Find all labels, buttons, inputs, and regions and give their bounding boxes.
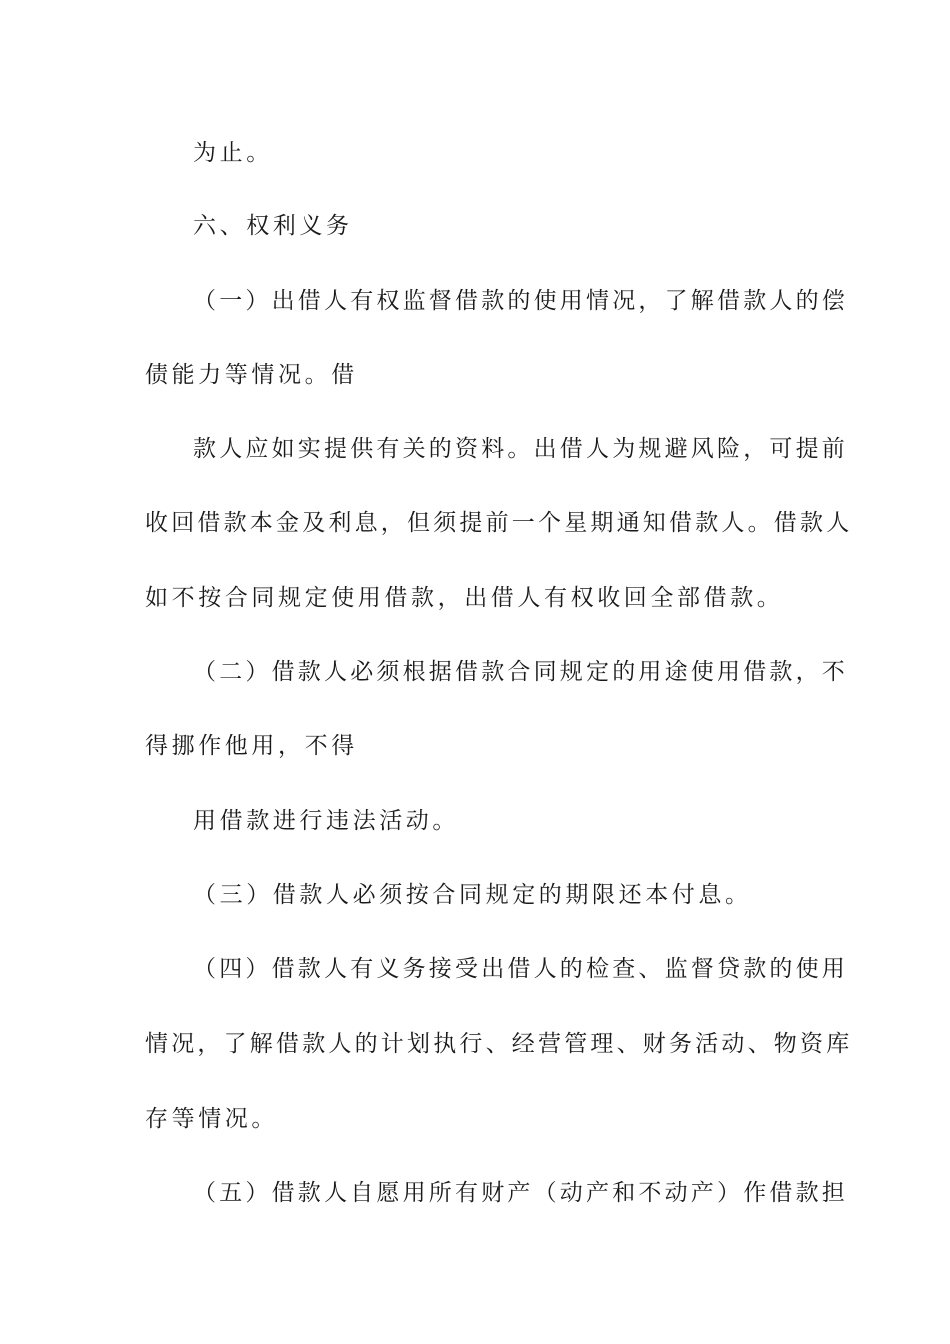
paragraph-line: 如不按合同规定使用借款，出借人有权收回全部借款。 [145,585,784,611]
paragraph-line: 用借款进行违法活动。 [193,808,459,834]
paragraph-line: 得挪作他用，不得 [145,733,358,759]
paragraph-line: 收回借款本金及利息，但须提前一个星期通知借款人。借款人 [145,510,853,536]
paragraph-line: 款人应如实提供有关的资料。出借人为规避风险，可提前 [193,436,848,462]
paragraph-line: 为止。 [193,140,273,166]
paragraph-line: 债能力等情况。借 [145,362,358,388]
section-heading: 六、权利义务 [193,213,353,239]
paragraph-line: 存等情况。 [145,1106,278,1132]
paragraph-line: （二）借款人必须根据借款合同规定的用途使用借款，不 [193,659,848,685]
paragraph-line: 情况，了解借款人的计划执行、经营管理、财务活动、物资库 [145,1031,853,1057]
paragraph-line: （五）借款人自愿用所有财产（动产和不动产）作借款担 [193,1180,848,1206]
paragraph-line: （三）借款人必须按合同规定的期限还本付息。 [193,882,752,908]
paragraph-line: （四）借款人有义务接受出借人的检查、监督贷款的使用 [193,956,848,982]
paragraph-line: （一）出借人有权监督借款的使用情况，了解借款人的偿 [193,288,848,314]
